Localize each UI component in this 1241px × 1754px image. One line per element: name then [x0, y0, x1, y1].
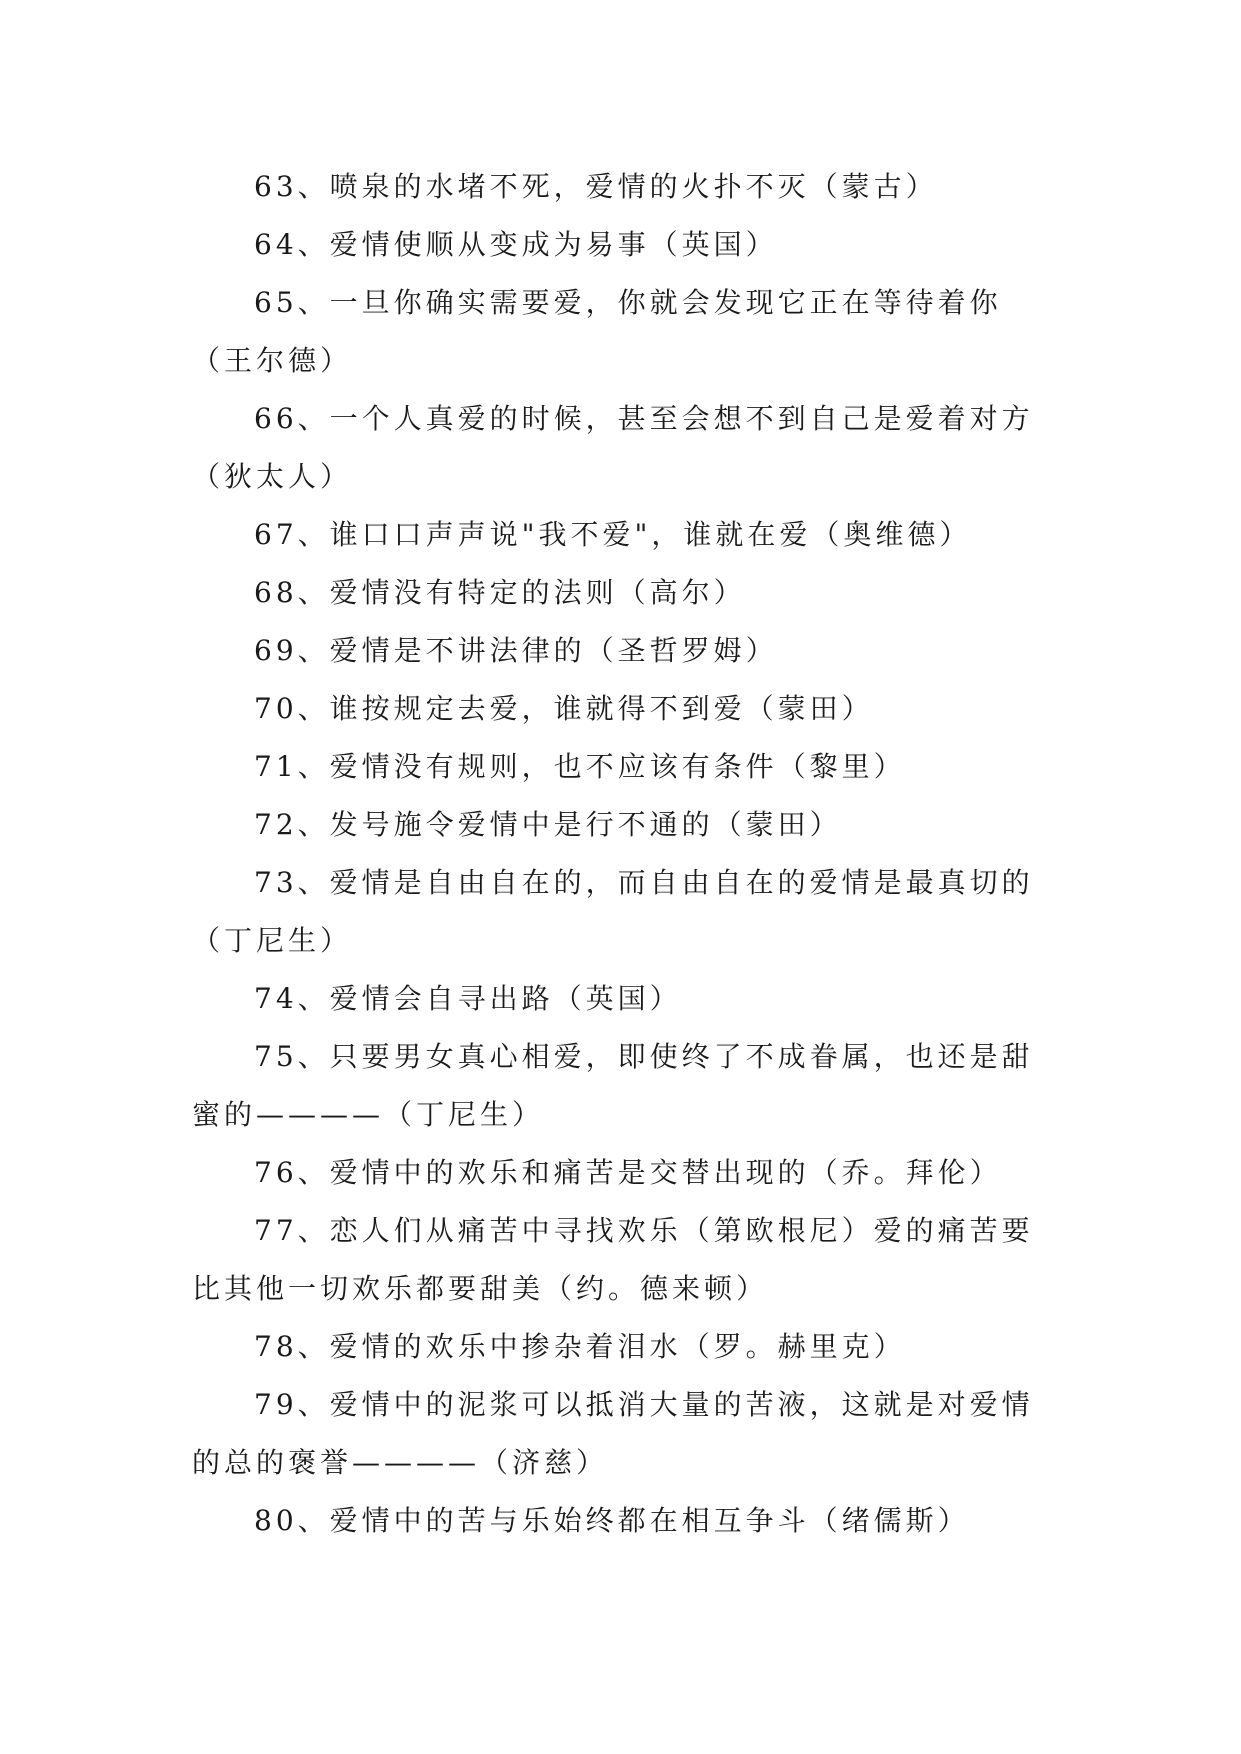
paragraph-66: 66、一个人真爱的时候，甚至会想不到自己是爱着对方（狄太人）: [192, 402, 1034, 493]
paragraph-76: 76、爱情中的欢乐和痛苦是交替出现的（乔。拜伦）: [254, 1156, 1002, 1189]
paragraph-72: 72、发号施令爱情中是行不通的（蒙田）: [254, 808, 842, 841]
paragraph-70: 70、谁按规定去爱，谁就得不到爱（蒙田）: [254, 692, 874, 725]
paragraph-71: 71、爱情没有规则，也不应该有条件（黎里）: [254, 750, 906, 783]
paragraph-69: 69、爱情是不讲法律的（圣哲罗姆）: [254, 634, 778, 667]
paragraph-75: 75、只要男女真心相爱，即使终了不成眷属，也还是甜蜜的————（丁尼生）: [192, 1040, 1034, 1131]
paragraph-73: 73、爱情是自由自在的，而自由自在的爱情是最真切的（丁尼生）: [192, 866, 1034, 957]
paragraph-64: 64、爱情使顺从变成为易事（英国）: [254, 228, 778, 261]
paragraph-80: 80、爱情中的苦与乐始终都在相互争斗（绪儒斯）: [254, 1504, 970, 1537]
text-body: [192, 158, 1052, 1550]
paragraph-67: 67、谁口口声声说"我不爱"，谁就在爱（奥维德）: [254, 518, 972, 551]
paragraph-79: 79、爱情中的泥浆可以抵消大量的苦液，这就是对爱情的总的褒誉————（济慈）: [192, 1388, 1034, 1479]
paragraph-74: 74、爱情会自寻出路（英国）: [254, 982, 682, 1015]
paragraph-78: 78、爱情的欢乐中掺杂着泪水（罗。赫里克）: [254, 1330, 906, 1363]
paragraph-65: 65、一旦你确实需要爱，你就会发现它正在等待着你（王尔德）: [192, 286, 1002, 377]
paragraph-68: 68、爱情没有特定的法则（高尔）: [254, 576, 746, 609]
paragraph-77: 77、恋人们从痛苦中寻找欢乐（第欧根尼）爱的痛苦要比其他一切欢乐都要甜美（约。德来顿）: [192, 1214, 1034, 1305]
paragraph-63: 63、喷泉的水堵不死，爱情的火扑不灭（蒙古）: [254, 170, 938, 203]
